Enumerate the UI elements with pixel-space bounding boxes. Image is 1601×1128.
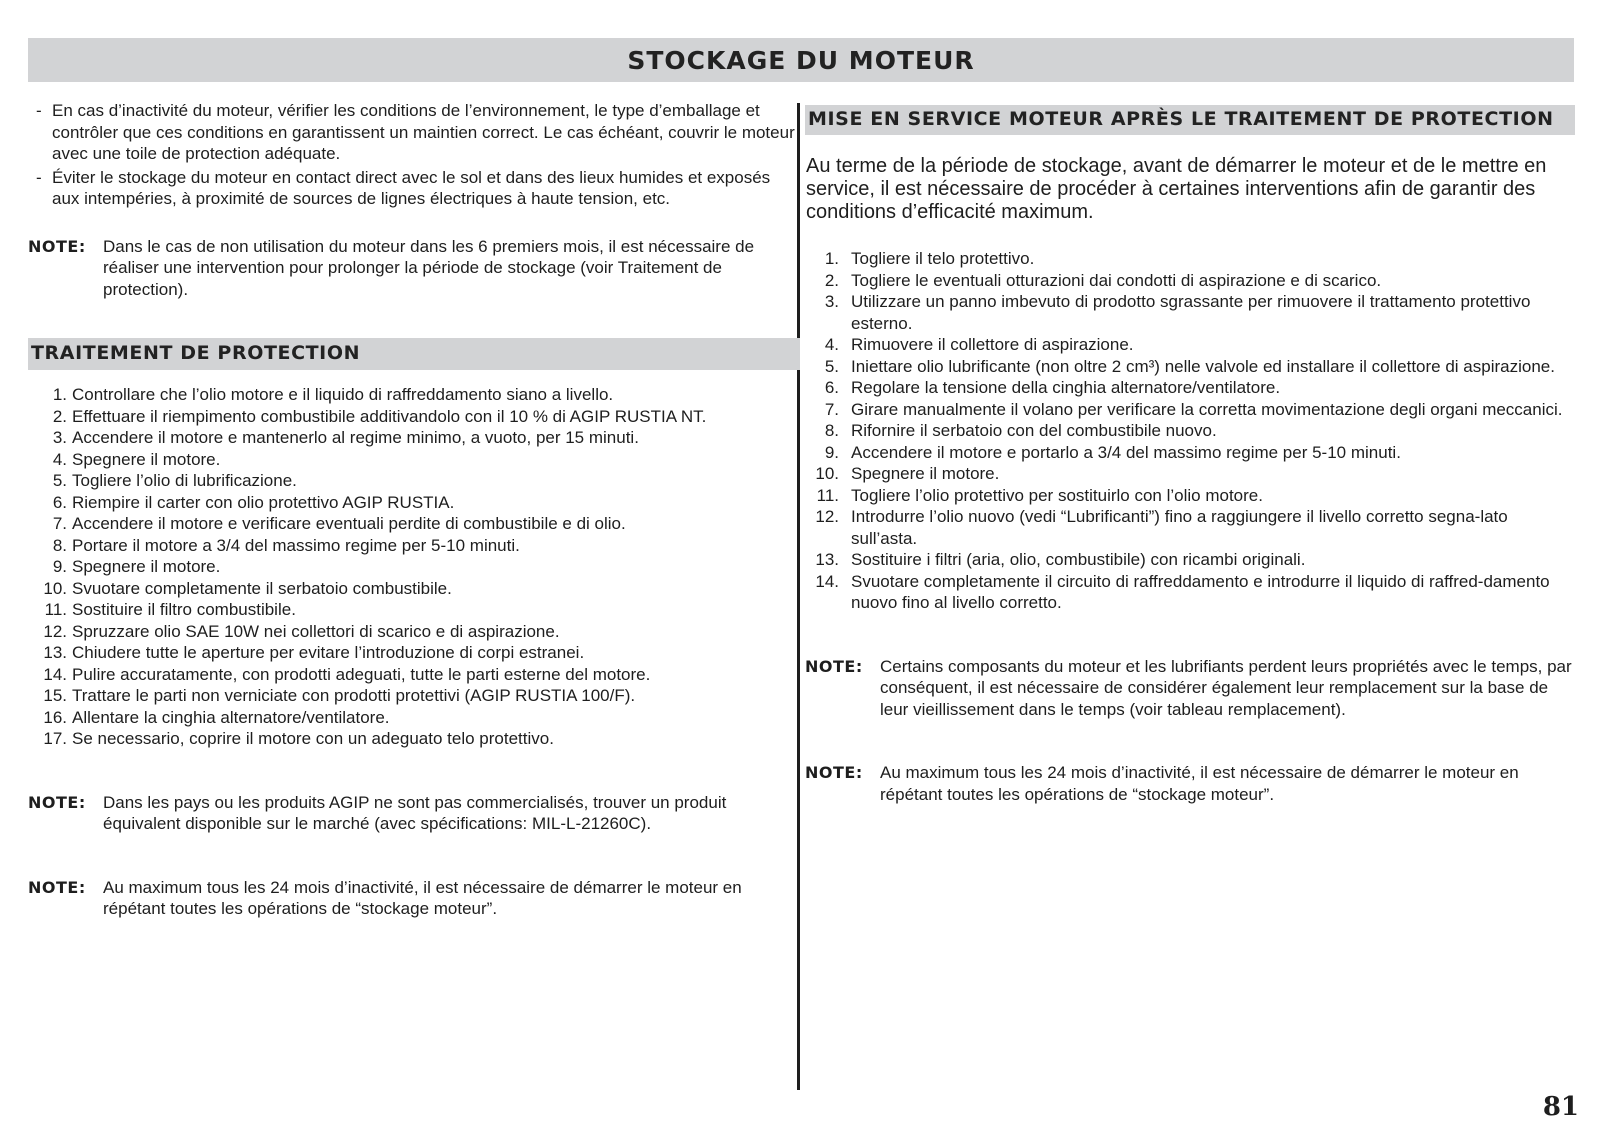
section-title: TRAITEMENT DE PROTECTION — [31, 342, 361, 365]
commissioning-steps — [805, 248, 1575, 614]
dash-marker: - — [36, 101, 42, 120]
note-label: NOTE: — [805, 656, 863, 676]
note-label: NOTE: — [28, 792, 86, 812]
list-item: 4. Rimuovere il collettore di aspirazione. — [824, 335, 1134, 354]
list-item: 16. Allentare la cinghia alternatore/ventilatore. — [43, 707, 390, 727]
note-components — [805, 656, 1575, 721]
list-item: 1. Controllare che l’olio motore e il liquido di raffreddamento siano a livello. — [52, 385, 614, 404]
note-text: Dans les pays ou les produits AGIP ne sont pas commercialisés, trouver un produit équivalent disponible sur le marché (avec spécifications: MIL-L-21260C). — [103, 792, 727, 833]
list-item: 14. Pulire accuratamente, con prodotti adeguati, tutte le parti esterne del motore. — [43, 664, 651, 684]
note-text: Au maximum tous les 24 mois d’inactivité, il est nécessaire de démarrer le moteur en répétant toutes les opérations de “stockage moteur”. — [103, 877, 742, 918]
note-24-months — [805, 762, 1575, 805]
dash-marker: - — [36, 167, 42, 187]
list-item: 11. Togliere l’olio protettivo per sostituirlo con l’olio motore. — [816, 485, 1263, 505]
list-item: 2. Effettuare il riempimento combustibile additivandolo con il 10 % di AGIP RUSTIA NT. — [52, 406, 707, 426]
list-item: 13. Chiudere tutte le aperture per evitare l’introduzione di corpi estranei. — [43, 643, 585, 662]
bullet-item — [36, 167, 800, 210]
note-agip — [28, 792, 800, 835]
note-24-months — [28, 877, 800, 920]
list-item: 17. Se necessario, coprire il motore con un adeguato telo protettivo. — [43, 729, 554, 748]
list-item: 7. Accendere il motore e verificare eventuali perdite di combustibile e di olio. — [52, 514, 626, 533]
note-label: NOTE: — [805, 763, 863, 782]
intro-paragraph: Au terme de la période de stockage, avant de démarrer le moteur et de le mettre en service, il est nécessaire de procéder à certaines interventions afin de garantir des conditions d’efficacité maximum. — [806, 155, 1547, 223]
note-label: NOTE: — [28, 236, 86, 256]
right-column — [805, 105, 1575, 805]
list-item: 15. Trattare le parti non verniciate con prodotti protettivi (AGIP RUSTIA 100/F). — [43, 686, 636, 705]
list-item: 6. Regolare la tensione della cinghia alternatore/ventilatore. — [824, 378, 1281, 397]
note-text: Certains composants du moteur et les lubrifiants perdent leurs propriétés avec le temps, par conséquent, il est nécessaire de considérer également leur remplacement sur la base de leur vieillissement dans le temps (voir tableau remplacement). — [880, 656, 1572, 719]
list-item: 11. Sostituire il filtro combustibile. — [44, 600, 296, 619]
bullet-text: En cas d’inactivité du moteur, vérifier les conditions de l’environnement, le type d’emballage et contrôler que ces conditions en garantissent un maintien correct. Le cas échéant, couvrir le moteur avec une toile de protection adéquate. — [52, 101, 795, 163]
left-column — [28, 100, 800, 920]
list-item: 8. Portare il motore a 3/4 del massimo regime per 5-10 minuti. — [52, 535, 520, 555]
bullet-text: Éviter le stockage du moteur en contact direct avec le sol et dans des lieux humides et exposés aux intempéries, à proximité de sources de lignes électriques à haute tension, etc. — [52, 167, 771, 208]
list-item: 6. Riempire il carter con olio protettivo AGIP RUSTIA. — [52, 492, 455, 512]
note-text: Dans le cas de non utilisation du moteur dans les 6 premiers mois, il est nécessaire de réaliser une intervention pour prolonger la période de stockage (voir Traitement de protection). — [103, 236, 755, 299]
list-item: 12. Introdurre l’olio nuovo (vedi “Lubrificanti”) fino a raggiungere il livello corretto segna-lato sull’asta. — [815, 507, 1508, 548]
list-item: 2. Togliere le eventuali otturazioni dai condotti di aspirazione e di scarico. — [824, 270, 1382, 290]
note-label: NOTE: — [28, 877, 86, 897]
page-title: STOCKAGE DU MOTEUR — [627, 45, 975, 75]
page-title-bar — [28, 38, 1574, 82]
list-item: 8. Rifornire il serbatoio con del combustibile nuovo. — [824, 421, 1217, 440]
section-bar-protection — [28, 338, 800, 370]
list-item: 10. Spegnere il motore. — [815, 464, 1000, 483]
list-item: 5. Togliere l’olio di lubrificazione. — [52, 471, 297, 490]
list-item: 3. Accendere il motore e mantenerlo al regime minimo, a vuoto, per 15 minuti. — [52, 428, 639, 447]
section-title: MISE EN SERVICE MOTEUR APRÈS LE TRAITEMENT DE PROTECTION — [808, 108, 1554, 131]
storage-bullets — [28, 100, 800, 210]
list-item: 9. Accendere il motore e portarlo a 3/4 del massimo regime per 5-10 minuti. — [824, 442, 1401, 462]
list-item: 4. Spegnere il motore. — [52, 449, 221, 469]
list-item: 5. Iniettare olio lubrificante (non oltre 2 cm³) nelle valvole ed installare il collettore di aspirazione. — [824, 356, 1555, 376]
list-item: 7. Girare manualmente il volano per verificare la corretta movimentazione degli organi meccanici. — [824, 399, 1563, 419]
note-storage — [28, 236, 800, 301]
list-item: 1. Togliere il telo protettivo. — [824, 249, 1035, 268]
note-text: Au maximum tous les 24 mois d’inactivité, il est nécessaire de démarrer le moteur en répétant toutes les opérations de “stockage moteur”. — [880, 763, 1519, 804]
list-item: 9. Spegnere il motore. — [52, 557, 221, 576]
list-item: 12. Spruzzare olio SAE 10W nei collettori di scarico e di aspirazione. — [43, 621, 560, 641]
bullet-item — [36, 100, 800, 165]
page-number: 81 — [1542, 1092, 1579, 1122]
list-item: 3. Utilizzare un panno imbevuto di prodotto sgrassante per rimuovere il trattamento protettivo esterno. — [824, 292, 1531, 333]
protection-steps — [28, 384, 800, 750]
list-item: 10. Svuotare completamente il serbatoio combustibile. — [43, 578, 452, 598]
list-item: 14. Svuotare completamente il circuito di raffreddamento e introdurre il liquido di raffred-damento nuovo fino al livello corretto. — [815, 571, 1550, 612]
list-item: 13. Sostituire i filtri (aria, olio, combustibile) con ricambi originali. — [815, 550, 1306, 569]
section-bar-commissioning — [805, 105, 1575, 135]
